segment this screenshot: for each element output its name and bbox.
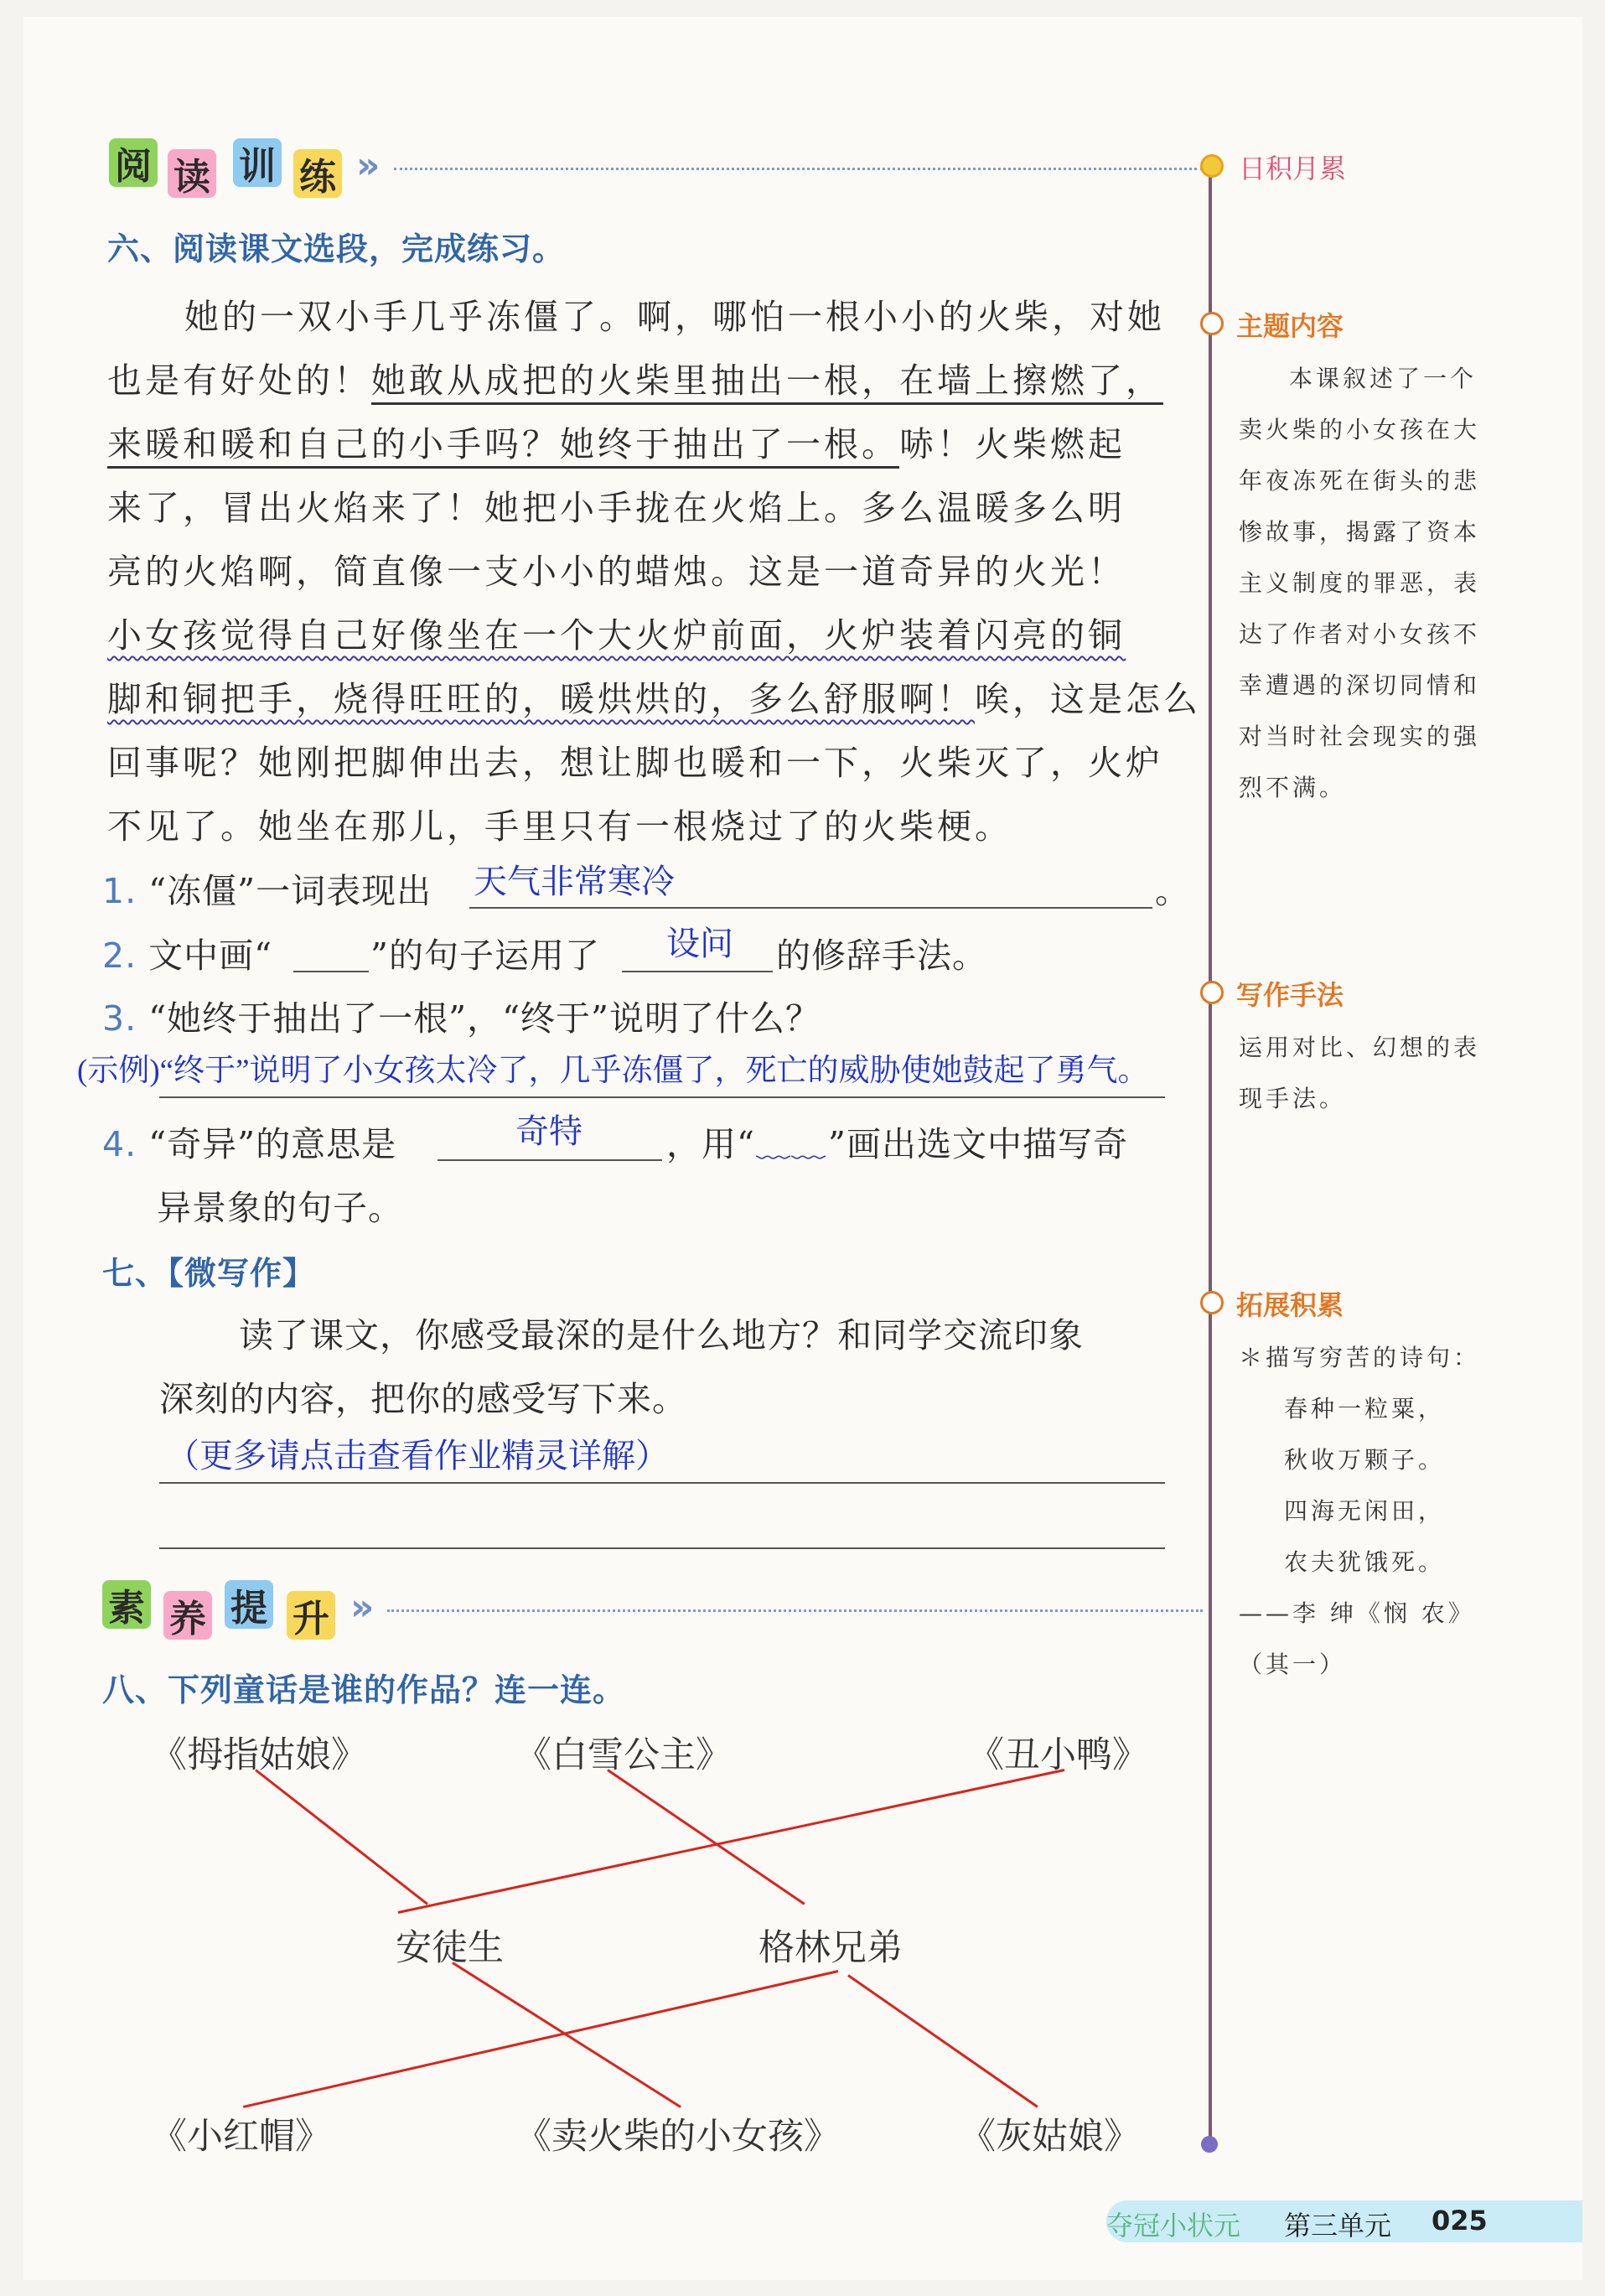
poem-line: 农夫犹饿死。 xyxy=(1284,1548,1446,1576)
passage-text: 唉，这是怎么 xyxy=(975,679,1201,719)
passage-line xyxy=(107,671,1201,721)
writing-line: 现手法。 xyxy=(1239,1085,1347,1112)
theme-line: 卖火柴的小女孩在大 xyxy=(1239,416,1481,443)
dotted-divider xyxy=(387,1609,1203,1612)
theme-heading: 主题内容 xyxy=(1236,310,1344,342)
question-6-title: 六、阅读课文选段，完成练习。 xyxy=(107,231,566,267)
theme-line: 达了作者对小女孩不 xyxy=(1239,620,1481,648)
passage-line: 回事呢？她刚把脚伸出去，想让脚也暖和一下，火柴灭了，火炉 xyxy=(107,743,1163,783)
passage-line: 来了，冒出火焰来了！她把小手拢在火焰上。多么温暖多么明 xyxy=(107,488,1126,528)
poem-author: ——李 绅《悯 农》 xyxy=(1239,1599,1475,1627)
question-text: 的修辞手法。 xyxy=(776,936,987,976)
question-text: “她终于抽出了一根”，“终于”说明了什么？ xyxy=(148,998,821,1039)
dotted-divider xyxy=(394,168,1203,170)
theme-line: 年夜冻死在街头的悲 xyxy=(1239,467,1481,495)
passage-line xyxy=(107,608,1126,657)
passage-text: 哧！火柴燃起 xyxy=(899,424,1126,464)
sidebar-rule xyxy=(1209,159,1212,2146)
question-6-3 xyxy=(102,991,821,1040)
sidebar-title: 日积月累 xyxy=(1239,153,1347,184)
work-title[interactable]: 《拇指姑娘》 xyxy=(151,1734,367,1776)
work-title[interactable]: 《卖火柴的小女孩》 xyxy=(515,2116,840,2158)
underlined-sentence: 来暖和暖和自己的小手吗？她终于抽出了一根。 xyxy=(107,424,899,469)
wavy-underlined-sentence: 脚和铜把手，烧得旺旺的，暖烘烘的，多么舒服啊！ xyxy=(107,679,975,719)
question-text: “冻僵”一词表现出 xyxy=(148,871,432,911)
theme-line: 主义制度的罪恶，表 xyxy=(1239,569,1481,597)
theme-line: 本课叙述了一个 xyxy=(1289,365,1478,392)
question-number: 1. xyxy=(102,871,137,911)
passage-line: 她的一双小手几乎冻僵了。啊，哪怕一根小小的火柴，对她 xyxy=(184,297,1165,337)
question-7-text: 读了课文，你感受最深的是什么地方？和同学交流印象 xyxy=(239,1315,1084,1355)
passage-line: 不见了。她坐在那儿，手里只有一根烧过了的火柴梗。 xyxy=(107,806,1012,847)
footer-brand: 夺冠小状元 xyxy=(1106,2210,1241,2242)
poem-line: 四海无闲田， xyxy=(1284,1497,1446,1525)
header-char: 升 xyxy=(287,1591,335,1640)
question-7-title: 七、【微写作】 xyxy=(102,1255,316,1292)
header-char: 训 xyxy=(233,138,282,187)
header-char: 阅 xyxy=(109,138,158,187)
underlined-sentence: 她敢从成把的火柴里抽出一根，在墙上擦燃了， xyxy=(371,360,1163,405)
work-title[interactable]: 《丑小鸭》 xyxy=(968,1734,1148,1776)
question-text: 文中画“ xyxy=(148,936,273,976)
writing-heading: 写作手法 xyxy=(1236,979,1344,1011)
theme-line: 对当时社会现实的强 xyxy=(1239,723,1481,750)
question-6-1 xyxy=(102,863,432,913)
header-char: 提 xyxy=(225,1580,273,1629)
sidebar-end-dot xyxy=(1201,2136,1218,2153)
writing-line: 运用对比、幻想的表 xyxy=(1239,1034,1481,1061)
question-6-4 xyxy=(102,1117,396,1166)
passage-line: 亮的火焰啊，简直像一支小小的蜡烛。这是一道奇异的火光！ xyxy=(107,552,1126,592)
work-title[interactable]: 《小红帽》 xyxy=(151,2116,331,2158)
theme-line: 惨故事，揭露了资本 xyxy=(1239,518,1481,546)
answer-text: （更多请点击查看作业精灵详解） xyxy=(166,1437,669,1475)
question-6-2 xyxy=(102,928,272,977)
header-char: 素 xyxy=(102,1580,151,1629)
chevron-icon: » xyxy=(350,1586,375,1629)
period: 。 xyxy=(1155,871,1193,911)
extend-line: ＊描写穷苦的诗句： xyxy=(1239,1344,1481,1371)
question-text: 异景象的句子。 xyxy=(157,1188,403,1228)
question-text: ，用“ xyxy=(666,1124,755,1164)
wavy-underlined-sentence: 小女孩觉得自己好像坐在一个大火炉前面，火炉装着闪亮的铜 xyxy=(107,615,1126,656)
extend-heading: 拓展积累 xyxy=(1236,1289,1344,1321)
answer-blank[interactable] xyxy=(159,1096,1165,1098)
play-icon xyxy=(1200,1291,1224,1314)
answer-text: (示例)“终于”说明了小女孩太冷了，几乎冻僵了，死亡的威胁使她鼓起了勇气。 xyxy=(77,1054,1149,1088)
page-number: 025 xyxy=(1432,2205,1488,2236)
underline-sample xyxy=(293,971,369,972)
answer-blank[interactable] xyxy=(622,971,773,972)
play-icon xyxy=(1200,981,1224,1004)
header-char: 读 xyxy=(168,149,216,198)
question-number: 3. xyxy=(102,998,137,1039)
footer-unit: 第三单元 xyxy=(1284,2210,1392,2242)
question-number: 2. xyxy=(102,936,137,976)
answer-text: 设问 xyxy=(666,925,733,962)
question-number: 4. xyxy=(102,1124,137,1164)
work-title[interactable]: 《白雪公主》 xyxy=(515,1734,732,1776)
answer-blank[interactable] xyxy=(469,907,1152,909)
theme-line: 幸遭遇的深切同情和 xyxy=(1239,671,1481,699)
question-8-title: 八、下列童话是谁的作品？连一连。 xyxy=(102,1671,626,1708)
poem-line: 春种一粒粟， xyxy=(1284,1395,1446,1423)
passage-line xyxy=(107,353,1163,402)
passage-line xyxy=(107,417,1126,466)
poem-note: （其一） xyxy=(1239,1651,1347,1678)
author-name[interactable]: 格林兄弟 xyxy=(758,1927,903,1969)
header-char: 养 xyxy=(163,1591,212,1640)
answer-blank[interactable] xyxy=(159,1547,1165,1549)
question-text: ”的句子运用了 xyxy=(370,936,600,976)
answer-blank[interactable] xyxy=(437,1159,662,1161)
answer-text: 天气非常寒冷 xyxy=(474,863,675,900)
header-char: 练 xyxy=(293,149,342,198)
passage-text: 也是有好处的！ xyxy=(107,360,371,401)
poem-line: 秋收万颗子。 xyxy=(1284,1446,1446,1474)
question-7-text: 深刻的内容，把你的感受写下来。 xyxy=(159,1379,687,1419)
work-title[interactable]: 《灰姑娘》 xyxy=(960,2116,1140,2158)
answer-text: 奇特 xyxy=(515,1112,582,1150)
answer-blank[interactable] xyxy=(159,1482,1165,1484)
question-text: “奇异”的意思是 xyxy=(148,1124,397,1164)
question-text: ”画出选文中描写奇 xyxy=(828,1124,1128,1164)
wavy-line-sample: ﹏﹏ xyxy=(756,1124,826,1164)
bank-icon xyxy=(1200,154,1224,178)
chevron-icon: » xyxy=(356,144,381,187)
play-icon xyxy=(1200,312,1224,335)
author-name[interactable]: 安徒生 xyxy=(396,1927,504,1969)
theme-line: 烈不满。 xyxy=(1239,774,1347,801)
